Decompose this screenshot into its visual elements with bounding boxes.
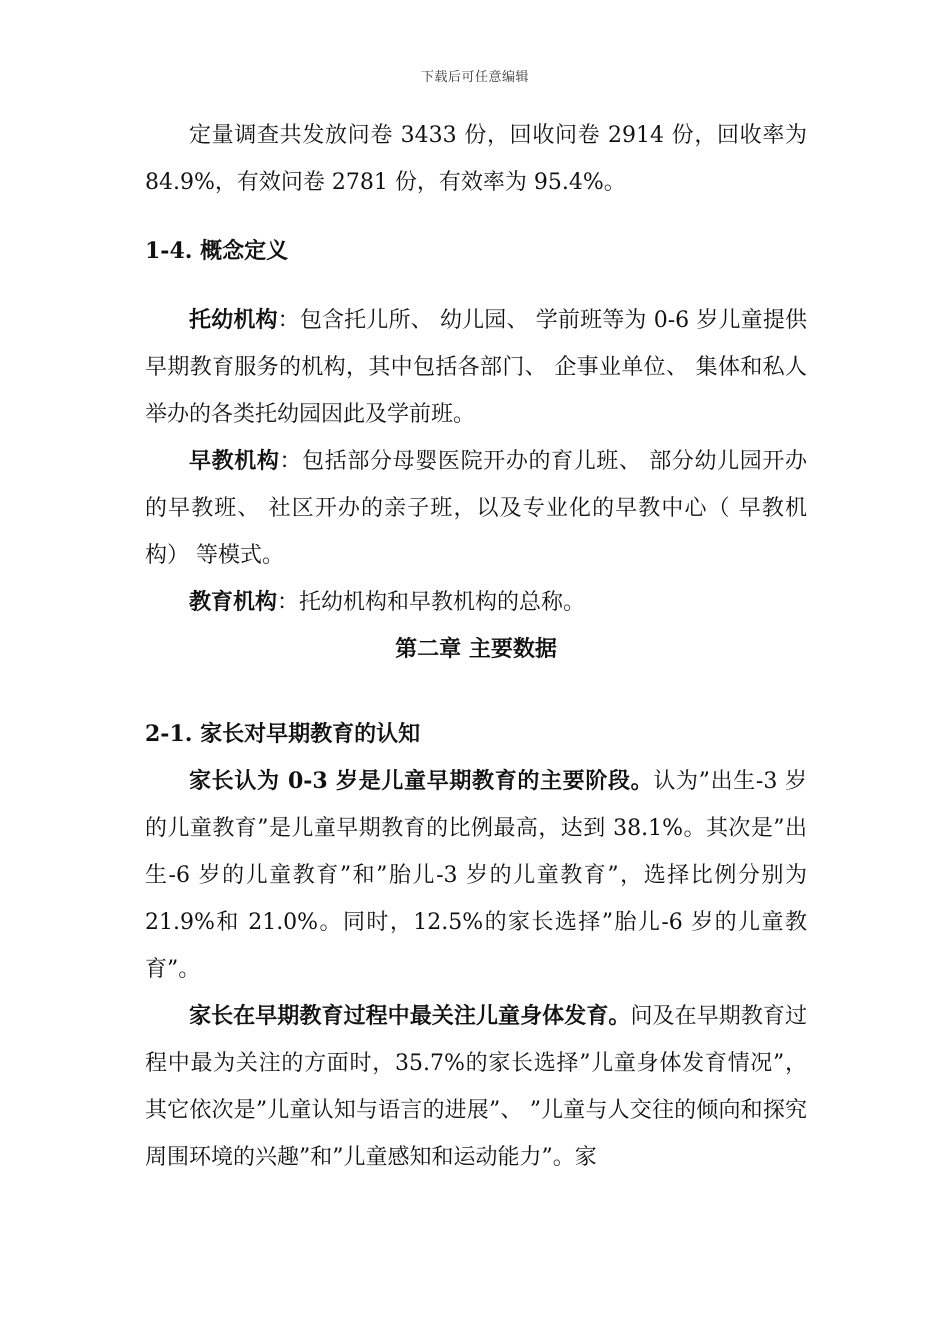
definition-term: 教育机构 <box>189 589 278 615</box>
chapter-title: 第二章 主要数据 <box>395 636 557 662</box>
definition-early-education <box>145 438 807 579</box>
definition-text: ：托幼机构和早教机构的总称。 <box>277 590 586 615</box>
section-heading-1-4: 1-4. 概念定义 <box>145 238 289 264</box>
definition-text: ：包括部分母婴医院开办的育儿班、 部分幼儿园开办的早教班、 社区开办的亲子班，以及专业化的早教中心（ 早教机构） 等模式。 <box>145 449 807 568</box>
paragraph-survey-stats: 定量调查共发放问卷 3433 份，回收问卷 2914 份，回收率为 84.9%，有效问卷 2781 份，有效率为 95.4%。 <box>145 123 807 195</box>
paragraph-text: 认为”出生-3 岁的儿童教育”是儿童早期教育的比例最高，达到 38.1%。其次是”出生-6 岁的儿童教育”和”胎儿-3 岁的儿童教育”，选择比例分别为 21.9%和 21.0%。同时，12.5%的家长选择”胎儿-6 岁的儿童教育”。 <box>145 769 807 982</box>
document-body <box>145 112 807 1181</box>
paragraph-physical-development <box>145 993 807 1181</box>
header-note: 下载后可任意编辑 <box>420 70 529 85</box>
paragraph-text: 问及在早期教育过程中最为关注的方面时，35.7%的家长选择”儿童身体发育情况”，其它依次是”儿童认知与语言的进展”、 ”儿童与人交往的倾向和探究周围环境的兴趣”和”儿童感知和运动能力”。家 <box>145 1004 807 1170</box>
definition-text: ：包含托儿所、 幼儿园、 学前班等为 0-6 岁儿童提供早期教育服务的机构，其中包括各部门、 企事业单位、 集体和私人举办的各类托幼园因此及学前班。 <box>145 308 807 427</box>
definition-term: 托幼机构 <box>189 307 278 333</box>
paragraph-lead: 家长在早期教育过程中最关注儿童身体发育。 <box>189 1003 631 1029</box>
definition-education-institution <box>145 579 807 626</box>
paragraph-lead: 家长认为 0-3 岁是儿童早期教育的主要阶段。 <box>189 768 654 794</box>
definition-term: 早教机构 <box>189 448 280 474</box>
paragraph-early-stage <box>145 758 807 993</box>
definition-nursery <box>145 297 807 438</box>
section-heading-2-1: 2-1. 家长对早期教育的认知 <box>145 721 421 747</box>
